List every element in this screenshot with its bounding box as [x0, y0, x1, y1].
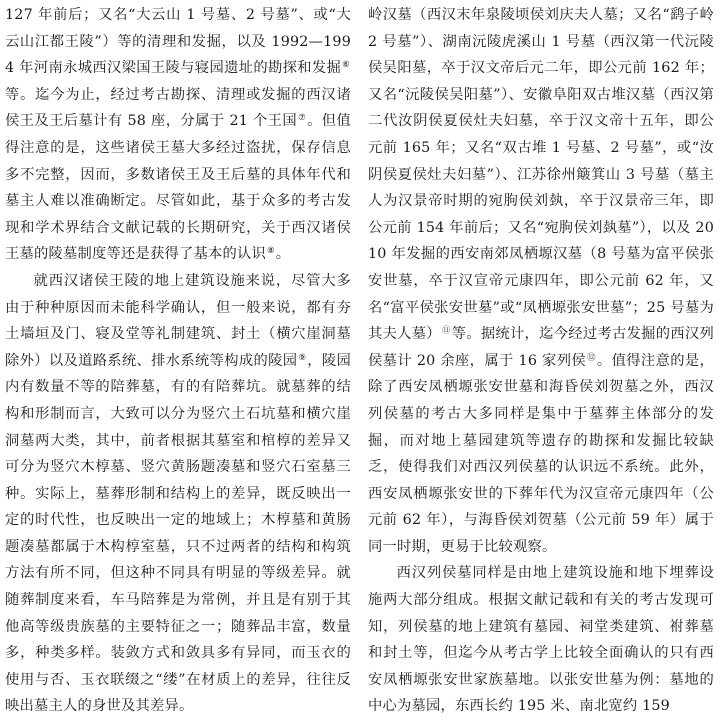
footnote-marker[interactable]: ⑧: [266, 246, 275, 257]
text-run: 。: [275, 246, 291, 263]
paragraph-wangling-structure: [5, 268, 351, 720]
footnote-marker[interactable]: ⑫: [587, 352, 596, 363]
text-run: 等。迄今为止，经过考古勘探、清理或发掘的西汉诸侯王及王后墓计有 58 座，分属于 21 个王国: [5, 86, 351, 130]
text-run: 。但值得注意的是，这些诸侯王墓大多经过盗扰，保存信息多不完整，因而，多数诸侯王及王后墓的具体年代和墓主人难以准确断定。尽管如此，基于众多的考古发现和学术界结合文献记载的长期研究，关于西汉诸侯王墓的陵墓制度等还是获得了基本的认识: [5, 113, 351, 263]
left-column: [5, 2, 352, 715]
text-run: 就西汉诸侯王陵的地上建筑设施来说，尽管大多由于种种原因而未能科学确认，但一般来说，都有夯土墙垣及门、寝及堂等礼制建筑、封土（横穴崖洞墓除外）以及道路系统、排水系统等构成的陵园: [5, 272, 351, 369]
footnote-marker[interactable]: ⑦: [298, 113, 307, 124]
text-run: ，陵园内有数量不等的陪葬墓，有的有陪葬坑。就墓葬的结构和形制而言，大致可以分为竖穴土石坑墓和横穴崖洞墓两大类，其中，前者根据其墓室和棺椁的差异又可分为竖穴木椁墓、竖穴黄肠题凑墓和竖穴石室墓三种。实际上，墓葬形制和结构上的差异，既反映出一定的时代性，也反映出一定的地域上；木椁墓和黄肠题凑墓都属于木构椁室墓，只不过两者的结构和构筑方法有所不同，但这种不同具有明显的等级差异。就随葬制度来看，车马陪葬是为常例，并且是有别于其他高等级贵族墓的主要特征之一；随葬品丰富，数量多，种类多样。装敛方式和敛具多有异同，而玉衣的使用与否、玉衣联缀之“缕”在材质上的差异，往往反映出墓主人的身世及其差异。: [5, 352, 352, 715]
text-run: 。值得注意的是，除了西安凤栖塬张安世墓和海昏侯刘贺墓之外，西汉列侯墓的考古大多同样是集中于墓葬主体部分的发掘，而对地上墓园建筑等遗存的勘探和发掘比较缺乏，使得我们对西汉列侯墓的认识远不系统。此外，西安凤栖塬张安世的下葬年代为汉宣帝元康四年（公元前 62 年），与海昏侯刘贺墓（公元前 59 年）属于同一时期，更易于比较观察。: [368, 352, 714, 555]
text-run: 西汉列侯墓同样是由地上建筑设施和地下埋葬设施两大部分组成。根据文献记载和有关的考古发现可知，列侯墓的地上建筑有墓园、祠堂类建筑、祔葬墓和封土等，但迄今从考古学上比较全面确认的只有西安凤栖塬张安世家族墓地。以张安世墓为例：墓地的中心为墓园，东西长约 195 米、南北宽约 159: [368, 565, 714, 715]
footnote-marker[interactable]: ⑥: [342, 60, 350, 71]
paragraph-liehou-tombs-list: [368, 2, 714, 560]
text-run: 等。据统计，迄今经过考古发掘的西汉列侯墓计 20 余座，属于 16 家列侯: [368, 326, 714, 369]
text-run: 岭汉墓（西汉末年泉陵顷侯刘庆夫人墓；又名“鹞子岭 2 号墓”）、湖南沅陵虎溪山 1 号墓（西汉第一代沅陵侯吴阳墓，卒于汉文帝后元二年，即公元前 162 年；又名“沅陵侯吴阳墓”）、安徽阜阳双古堆汉墓（西汉第二代汝阴侯夏侯灶夫妇墓，卒于汉文帝十五年，即公元前 165 年；又名“双古堆 1 号墓、2 号墓”，或“汝阴侯夏侯灶夫妇墓”）、江苏徐州簸箕山 3 号墓（墓主人为汉景帝时期的宛朐侯刘埶，卒于汉景帝三年，即公元前 154 年前后；又名“宛朐侯刘埶墓”），以及 2010 年发掘的西安南郊凤栖塬汉墓（8 号墓为富平侯张安世墓，卒于汉宣帝元康四年，即公元前 62 年，又名“富平侯张安世墓”或“凤栖塬张安世墓”；25 号墓为其夫人墓）: [368, 7, 714, 343]
text-run: 127 年前后；又名“大云山 1 号墓、2 号墓”、或“大云山江都王陵”）等的清理和发掘，以及 1992—1994 年河南永城西汉梁国王陵与寝园遗址的勘探和发掘: [5, 7, 351, 77]
paragraph-liehou-tomb-structure: [368, 560, 714, 720]
footnote-marker[interactable]: ⑪: [441, 326, 451, 337]
paragraph-continuation: [5, 2, 351, 268]
footnote-marker[interactable]: ⑨: [298, 352, 307, 363]
right-column: [368, 2, 714, 715]
